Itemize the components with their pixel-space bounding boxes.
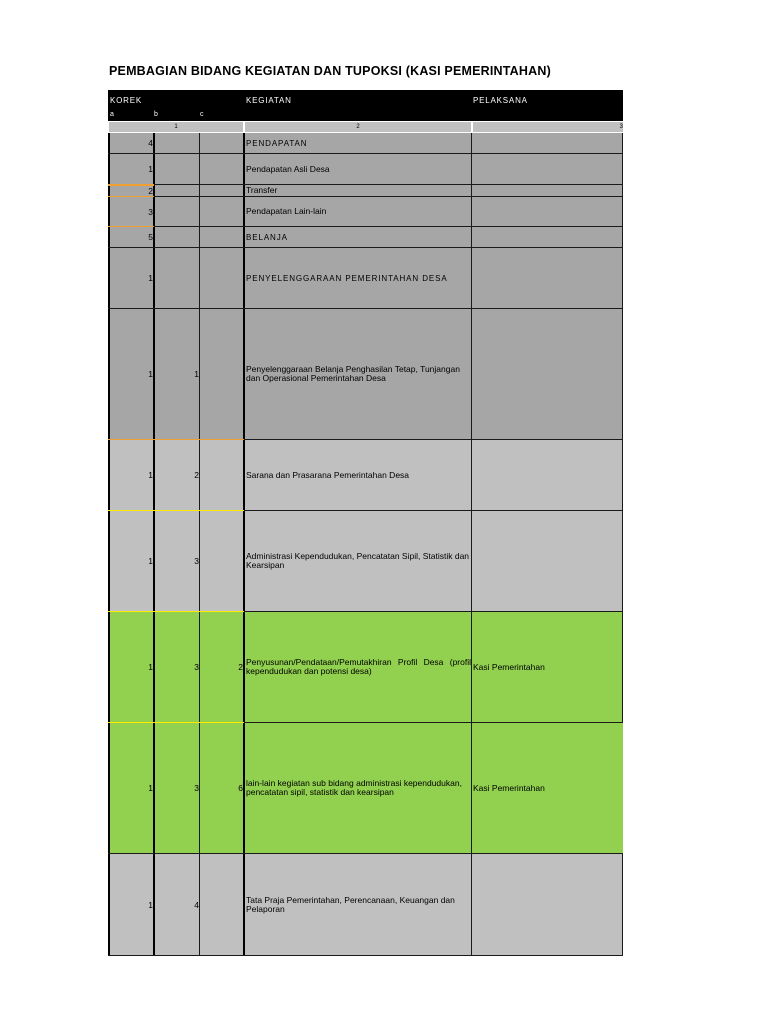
table-row [108, 185, 623, 197]
table-header [108, 90, 623, 121]
column-number-2: 2 [245, 122, 471, 132]
korek-c: 2 [238, 662, 243, 672]
table-row [108, 723, 623, 854]
kegiatan-cell: Pendapatan Lain-lain [246, 206, 327, 216]
table-row [108, 511, 623, 612]
korek-a: 4 [148, 138, 153, 148]
kegiatan-cell: Administrasi Kependudukan, Pencatatan Sipil, Statistik dan Kearsipan [246, 551, 470, 570]
header-sub-b: b [154, 111, 159, 118]
korek-a: 1 [148, 470, 153, 480]
korek-a: 1 [148, 556, 153, 566]
table-row [108, 612, 623, 723]
korek-a: 5 [148, 232, 153, 242]
korek-b: 3 [194, 662, 199, 672]
korek-b: 2 [194, 470, 199, 480]
table-row [108, 197, 623, 227]
pelaksana-cell: Kasi Pemerintahan [473, 662, 545, 672]
header-sub-a: a [110, 111, 115, 118]
korek-b: 3 [194, 556, 199, 566]
korek-a: 1 [148, 273, 153, 283]
korek-a: 1 [148, 369, 153, 379]
kegiatan-cell: Sarana dan Prasarana Pemerintahan Desa [246, 469, 410, 480]
korek-a: 1 [148, 899, 153, 910]
korek-a: 1 [148, 164, 153, 174]
kegiatan-cell: Transfer [246, 185, 278, 195]
header-sub-c: c [200, 111, 205, 118]
korek-b: 1 [194, 369, 199, 379]
column-number-3: 3 [473, 122, 623, 132]
header-kegiatan: KEGIATAN [246, 96, 292, 105]
table-row [108, 227, 623, 248]
header-pelaksana: PELAKSANA [473, 96, 528, 105]
kegiatan-cell: Pendapatan Asli Desa [246, 163, 330, 174]
column-number-1: 1 [109, 122, 243, 132]
korek-a: 3 [148, 206, 153, 217]
kegiatan-cell: Penyusunan/Pendataan/Pemutakhiran Profil Desa (profil kependudukan dan potensi desa) [246, 657, 471, 676]
pelaksana-cell: Kasi Pemerintahan [473, 783, 545, 793]
kegiatan-cell: PENYELENGGARAAN PEMERINTAHAN DESA [246, 273, 448, 283]
korek-b: 3 [194, 783, 199, 793]
korek-a: 1 [148, 662, 153, 672]
kegiatan-cell: BELANJA [246, 232, 288, 242]
table-row [108, 854, 623, 956]
kegiatan-cell: Penyelenggaraan Belanja Penghasilan Tetap, Tunjangan dan Operasional Pemerintahan Desa [246, 364, 460, 383]
table-row [108, 248, 623, 309]
orange-border-mark [108, 184, 154, 186]
kegiatan-cell: PENDAPATAN [246, 138, 308, 148]
column-number-row [108, 121, 623, 133]
korek-a: 2 [148, 185, 153, 196]
korek-b: 4 [194, 899, 199, 910]
korek-a: 1 [148, 783, 153, 793]
kegiatan-cell: lain-lain kegiatan sub bidang administrasi kependudukan, pencatatan sipil, statistik dan kearsipan [246, 778, 462, 797]
korek-c: 6 [238, 783, 243, 793]
table-row [108, 154, 623, 185]
kegiatan-cell: Tata Praja Pemerintahan, Perencanaan, Keuangan dan Pelaporan [246, 894, 455, 914]
header-korek: KOREK [110, 96, 143, 105]
table-row [108, 309, 623, 440]
table-row [108, 440, 623, 511]
document-title: PEMBAGIAN BIDANG KEGIATAN DAN TUPOKSI (KASI PEMERINTAHAN) [109, 64, 551, 78]
table-row [108, 133, 623, 154]
